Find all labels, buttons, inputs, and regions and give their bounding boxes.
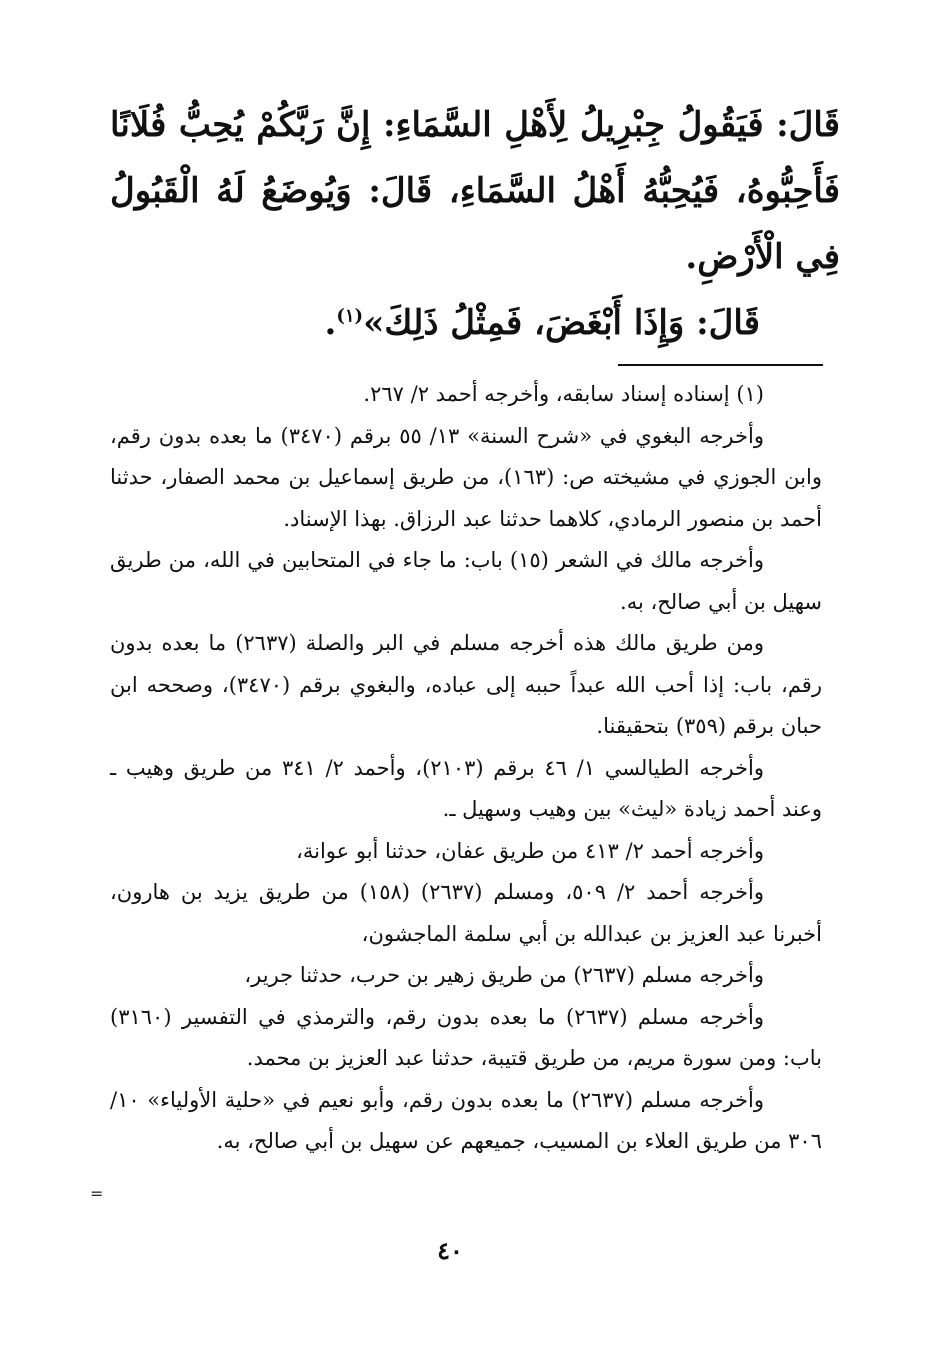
footnote-divider bbox=[618, 364, 823, 366]
footnote-paragraph: وأخرجه الطيالسي ١/ ٤٦ برقم (٢١٠٣)، وأحمد ٢/ ٣٤١ من طريق وهيب ـ وعند أحمد زيادة «ليث» بين وهيب وسهيل ـ. bbox=[110, 755, 822, 821]
footnote-paragraph: وأخرجه مسلم (٢٦٣٧) ما بعده بدون رقم، وأبو نعيم في «حلية الأولياء» ١٠/ ٣٠٦ من طريق العلاء بن المسيب، جميعهم عن سهيل بن أبي صالح، به. bbox=[110, 1087, 822, 1153]
footnote-paragraph: وأخرجه أحمد ٢/ ٤١٣ من طريق عفان، حدثنا أبو عوانة، bbox=[296, 838, 764, 863]
main-paragraph-2-text: قَالَ: وَإِذَا أَبْغَضَ، فَمِثْلُ ذَلِكَ» bbox=[363, 303, 760, 343]
main-paragraph-2-tail: . bbox=[324, 303, 337, 343]
page-number: ٤٠ bbox=[437, 1236, 463, 1265]
footnote-paragraph: وأخرجه البغوي في «شرح السنة» ١٣/ ٥٥ برقم (٣٤٧٠) ما بعده بدون رقم، وابن الجوزي في مشيخته ص: (١٦٣)، من طريق إسماعيل بن محمد الصفار، حدثنا أحمد بن منصور الرمادي، كلاهما حدثنا عبد الرزاق. بهذا الإسناد. bbox=[110, 423, 822, 531]
footnote-1: (١) إسناده إسناد سابقه، وأخرجه أحمد ٢/ ٢٦٧. bbox=[363, 382, 764, 406]
main-paragraph-1: قَالَ: فَيَقُولُ جِبْرِيلُ لِأَهْلِ السَّمَاءِ: إِنَّ رَبَّكُمْ يُحِبُّ فُلَانًا فَأَحِبُّوهُ، فَيُحِبُّهُ أَهْلُ السَّمَاءِ، قَالَ: وَيُوضَعُ لَهُ الْقَبُولُ فِي الْأَرْضِ. bbox=[110, 105, 840, 277]
footnote-paragraph: وأخرجه مالك في الشعر (١٥) باب: ما جاء في المتحابين في الله، من طريق سهيل بن أبي صالح، به. bbox=[110, 548, 822, 614]
footnote-paragraph: وأخرجه مسلم (٢٦٣٧) من طريق زهير بن حرب، حدثنا جرير، bbox=[244, 963, 764, 987]
footnote-paragraph: وأخرجه مسلم (٢٦٣٧) ما بعده بدون رقم، والترمذي في التفسير (٣١٦٠) باب: ومن سورة مريم، من طريق قتيبة، حدثنا عبد العزيز بن محمد. bbox=[110, 1004, 822, 1070]
footnote-paragraph: وأخرجه أحمد ٢/ ٥٠٩، ومسلم (٢٦٣٧) (١٥٨) من طريق يزيد بن هارون، أخبرنا عبد العزيز بن عبدالله بن أبي سلمة الماجشون، bbox=[110, 880, 822, 946]
footnote-paragraph: ومن طريق مالك هذه أخرجه مسلم في البر والصلة (٢٦٣٧) ما بعده بدون رقم، باب: إذا أحب الله عبداً حببه إلى عباده، والبغوي برقم (٣٤٧٠)، وصححه ابن حبان برقم (٣٥٩) بتحقيقنا. bbox=[110, 631, 822, 738]
margin-mark: = bbox=[90, 1184, 104, 1203]
main-paragraph-2 bbox=[110, 290, 840, 356]
footnotes bbox=[110, 374, 822, 1163]
main-text bbox=[110, 92, 840, 356]
footnote-ref-1[interactable]: (١) bbox=[336, 305, 364, 327]
